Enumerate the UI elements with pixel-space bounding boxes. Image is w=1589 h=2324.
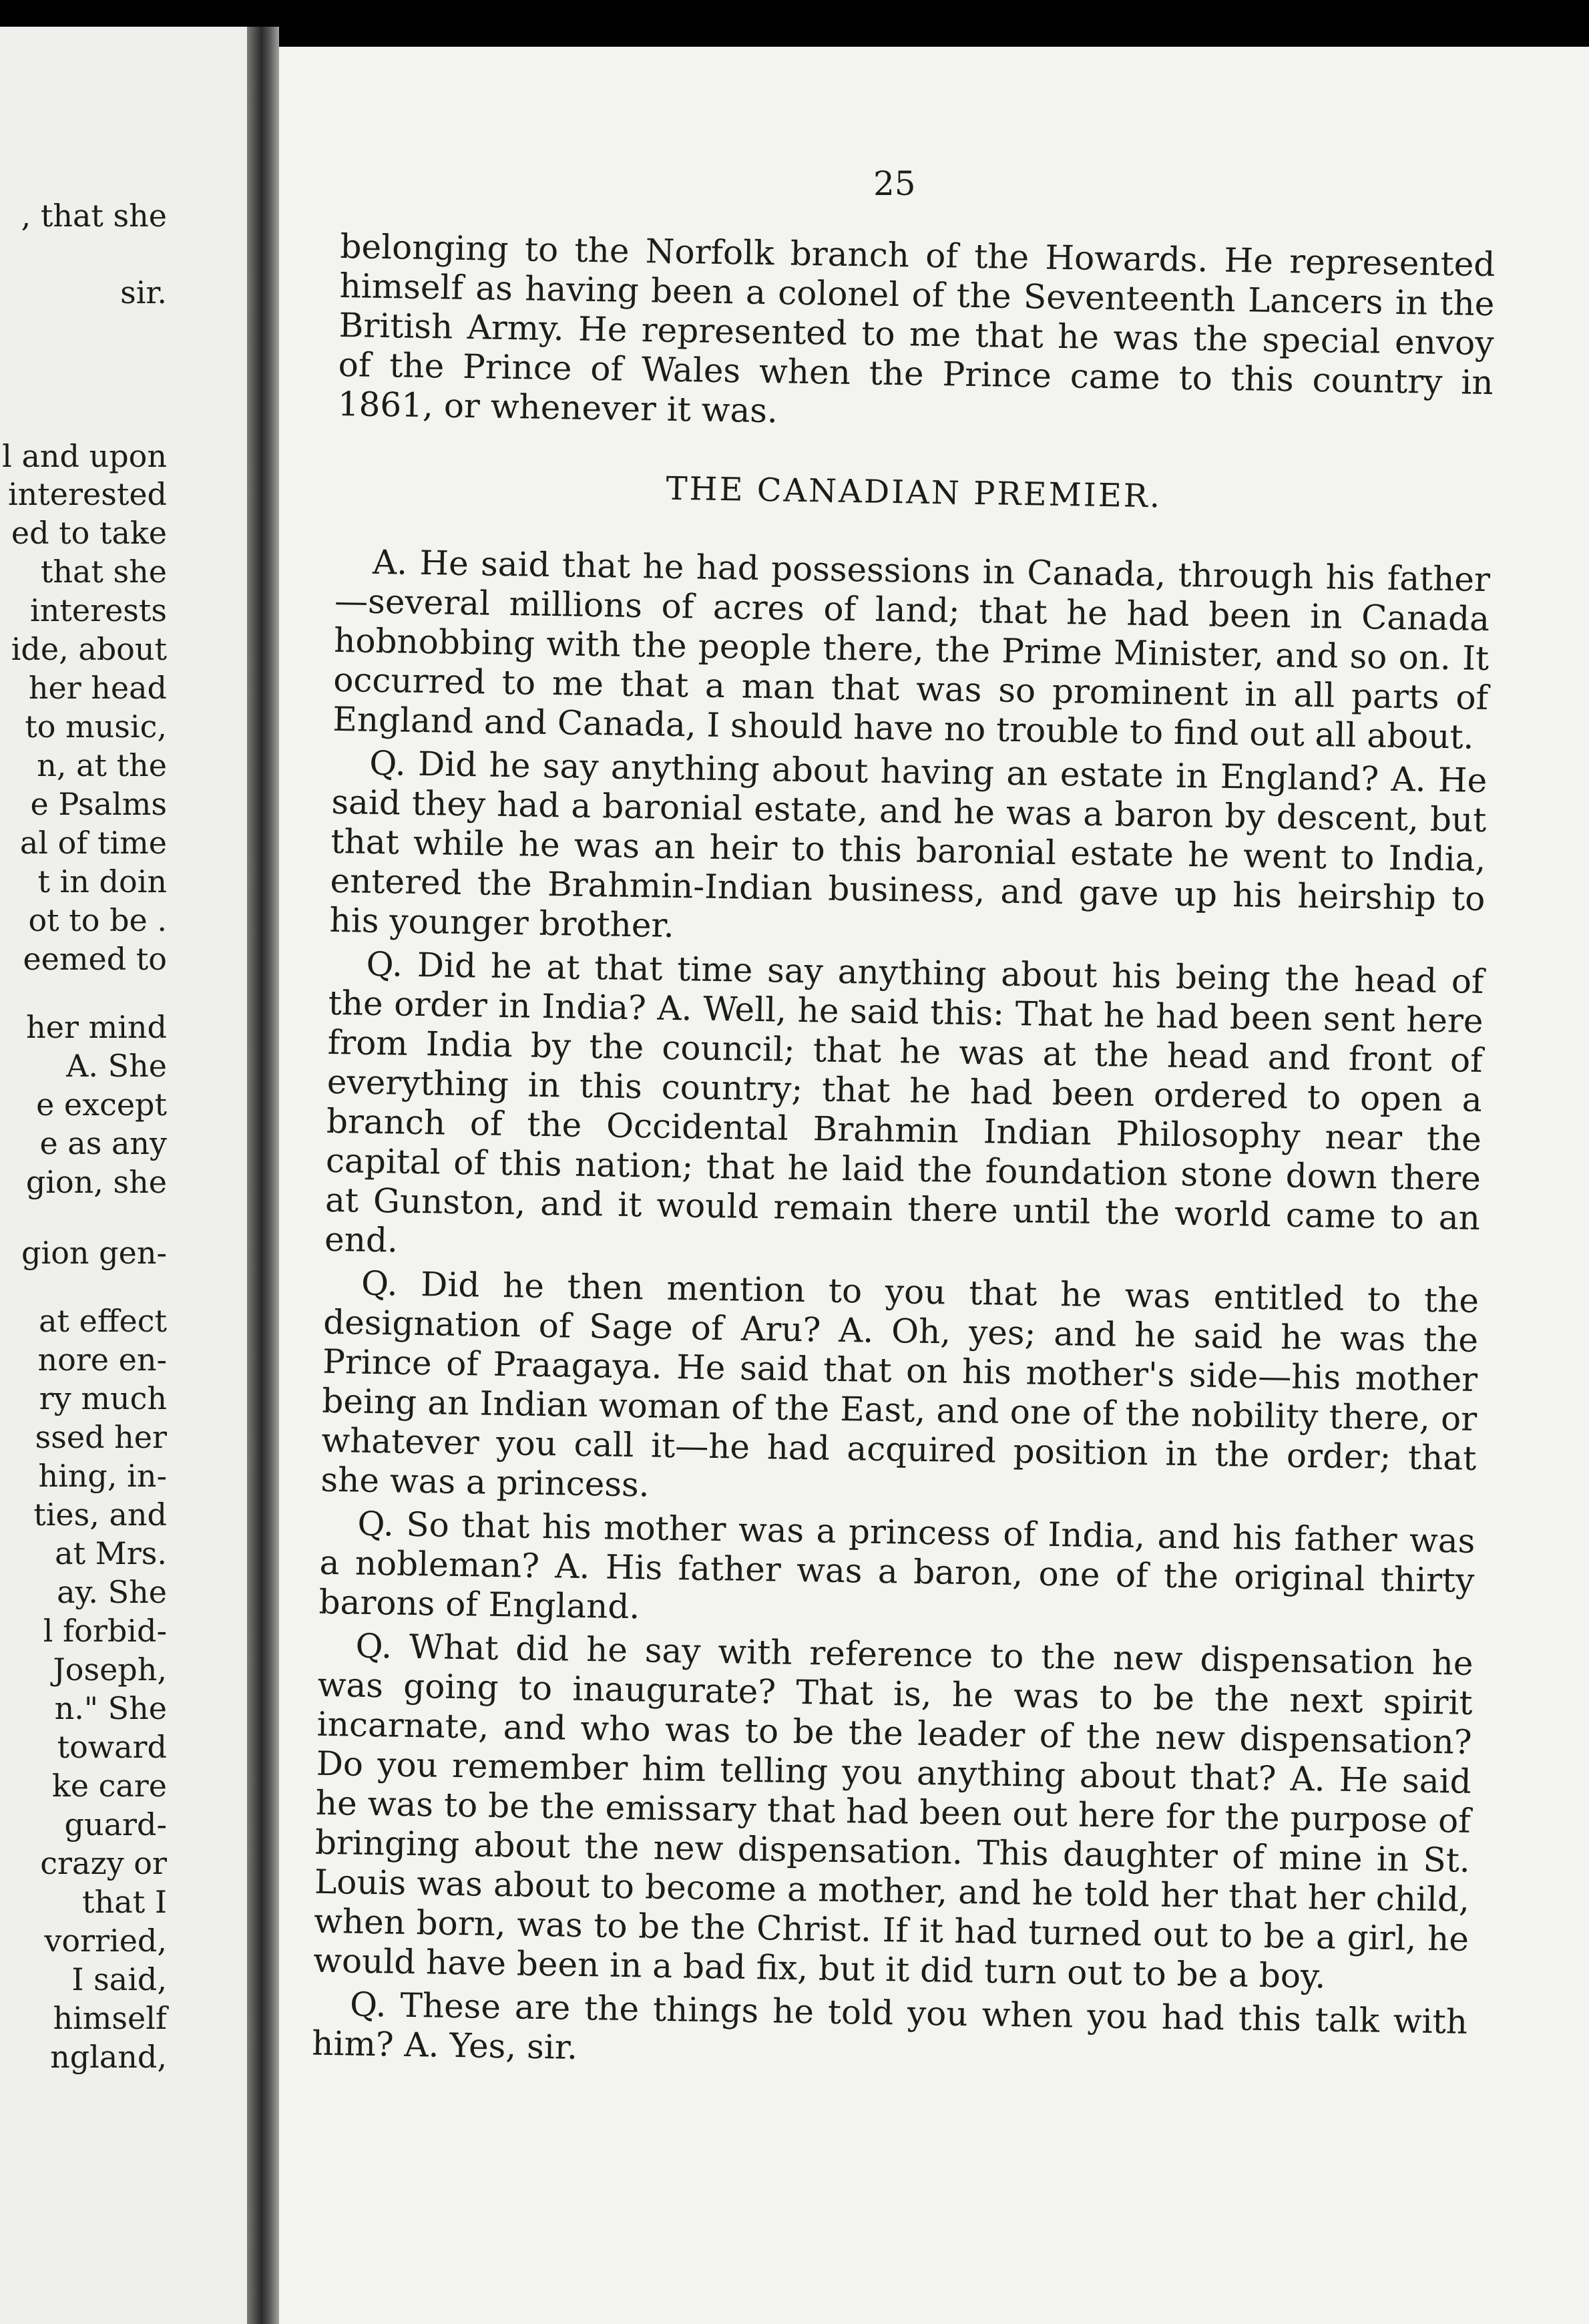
book-page <box>279 47 1589 2324</box>
paragraph: Q. These are the things he told you when you had this talk with him? A. Yes, sir. <box>311 1985 1468 2067</box>
previous-page-line: to music, <box>25 709 167 745</box>
previous-page-line: interests <box>30 592 167 628</box>
previous-page-line: l forbid- <box>43 1613 167 1649</box>
page-number: 25 <box>873 164 916 203</box>
previous-page-line: ke care <box>51 1768 167 1804</box>
previous-page-line: A. She <box>66 1048 167 1084</box>
previous-page-line: l and upon <box>2 438 167 474</box>
paragraph: Q. Did he then mention to you that he was entitled to the designation of Sage of Aru? A. Oh, yes; and he said he was the Prince of Praagaya. He said that on his mother's side—his mother being an Indian woman of the East, and one of the nobility there, or whatever you call it—he had acquired position in the order; that she was a princess. <box>320 1264 1480 1505</box>
previous-page-line: n." She <box>54 1690 167 1726</box>
paragraph: Q. What did he say with reference to the new dispensation he was going to inaugurate? That is, he was to be the next spirit incarnate, and who was to be the leader of the new dispensation? Do you remember him telling you anything about that? A. He said he was to be the emissary that had been out here for the purpose of bringing about the new dispensation. This daughter of mine in St. Louis was about to become a mother, and he told her that her child, when born, was to be the Christ. If it had turned out to be a girl, he would have been in a bad fix, but it did turn out to be a boy. <box>312 1626 1473 1996</box>
previous-page-line: her mind <box>26 1009 167 1045</box>
previous-page-line: ed to take <box>11 515 167 551</box>
previous-page-line: al of time <box>19 825 167 861</box>
previous-page-line: t in doin <box>37 863 167 900</box>
previous-page-line: n, at the <box>37 747 167 783</box>
previous-page-line: e as any <box>39 1125 167 1161</box>
previous-page-line: that I <box>82 1884 167 1920</box>
previous-page-line: e Psalms <box>30 786 167 822</box>
section-heading: THE CANADIAN PREMIER. <box>666 469 1162 516</box>
previous-page-line: ties, and <box>33 1497 167 1533</box>
previous-page-line: gion gen- <box>21 1235 167 1271</box>
previous-page-line: her head <box>28 670 167 706</box>
paragraph-continuation: belonging to the Norfolk branch of the Howards. He represented himself as having been a colonel of the Seventeenth Lancers in the British Army. He represented to me that he was the special envoy of the Prince of Wales when the Prince came to this country in 1861, or whenever it was. <box>337 227 1496 431</box>
previous-page-line: Joseph, <box>53 1652 167 1688</box>
previous-page-line: e except <box>36 1087 167 1123</box>
previous-page-line: interested <box>7 476 167 512</box>
previous-page-line: ot to be . <box>28 902 167 938</box>
paragraph: Q. So that his mother was a princess of India, and his father was a nobleman? A. His father was a baron, one of the original thirty barons of England. <box>318 1504 1476 1627</box>
page-body <box>312 227 1496 2086</box>
previous-page-line: ay. She <box>57 1574 167 1610</box>
paragraph: Q. Did he say anything about having an estate in England? A. He said they had a baronial estate, and he was a baron by descent, but that while he was an heir to this baronial estate he went to India, entered the Brahmin-Indian business, and gave up his heirship to his younger brother. <box>329 743 1488 945</box>
previous-page-line: at effect <box>39 1303 167 1339</box>
previous-page-line: I said, <box>71 1961 167 1997</box>
previous-page-line: ngland, <box>50 2039 167 2075</box>
previous-page-line: ide, about <box>11 631 167 667</box>
previous-page-line: eemed to <box>23 941 167 977</box>
previous-page-line: that she <box>40 554 167 590</box>
previous-page-line: ry much <box>39 1380 167 1416</box>
previous-page-line: gion, she <box>25 1164 167 1200</box>
previous-page-line: himself <box>53 2000 167 2036</box>
previous-page-line: guard- <box>64 1806 167 1843</box>
book-gutter <box>247 27 279 2324</box>
paragraph: A. He said that he had possessions in Canada, through his father—several millions of acres of land; that he had been in Canada hobnobbing with the people there, the Prime Minister, and so on. It occurred to me that a man that was so prominent in all parts of England and Canada, I should have no trouble to find out all about. <box>332 542 1491 757</box>
previous-page-line: sir. <box>120 274 167 311</box>
previous-page-line: ssed her <box>35 1419 167 1455</box>
previous-page-line: hing, in- <box>38 1458 167 1494</box>
previous-page-line: nore en- <box>37 1342 167 1378</box>
previous-page-line: , that she <box>21 198 167 234</box>
paragraph: Q. Did he at that time say anything about his being the head of the order in India? A. Well, he said this: That he had been sent here from India by the council; that he was at the head and front of everything in this country; that he had been ordered to open a branch of the Occidental Brahmin Indian Philosophy near the capital of this nation; that he laid the foundation stone down there at Gunston, and it would remain there until the world came to an end. <box>324 944 1484 1260</box>
previous-page-line: toward <box>57 1729 167 1765</box>
previous-page-line: crazy or <box>40 1845 167 1881</box>
previous-page-line: at Mrs. <box>55 1535 167 1571</box>
previous-page-fragment <box>0 27 247 2324</box>
previous-page-line: vorried, <box>44 1923 167 1959</box>
